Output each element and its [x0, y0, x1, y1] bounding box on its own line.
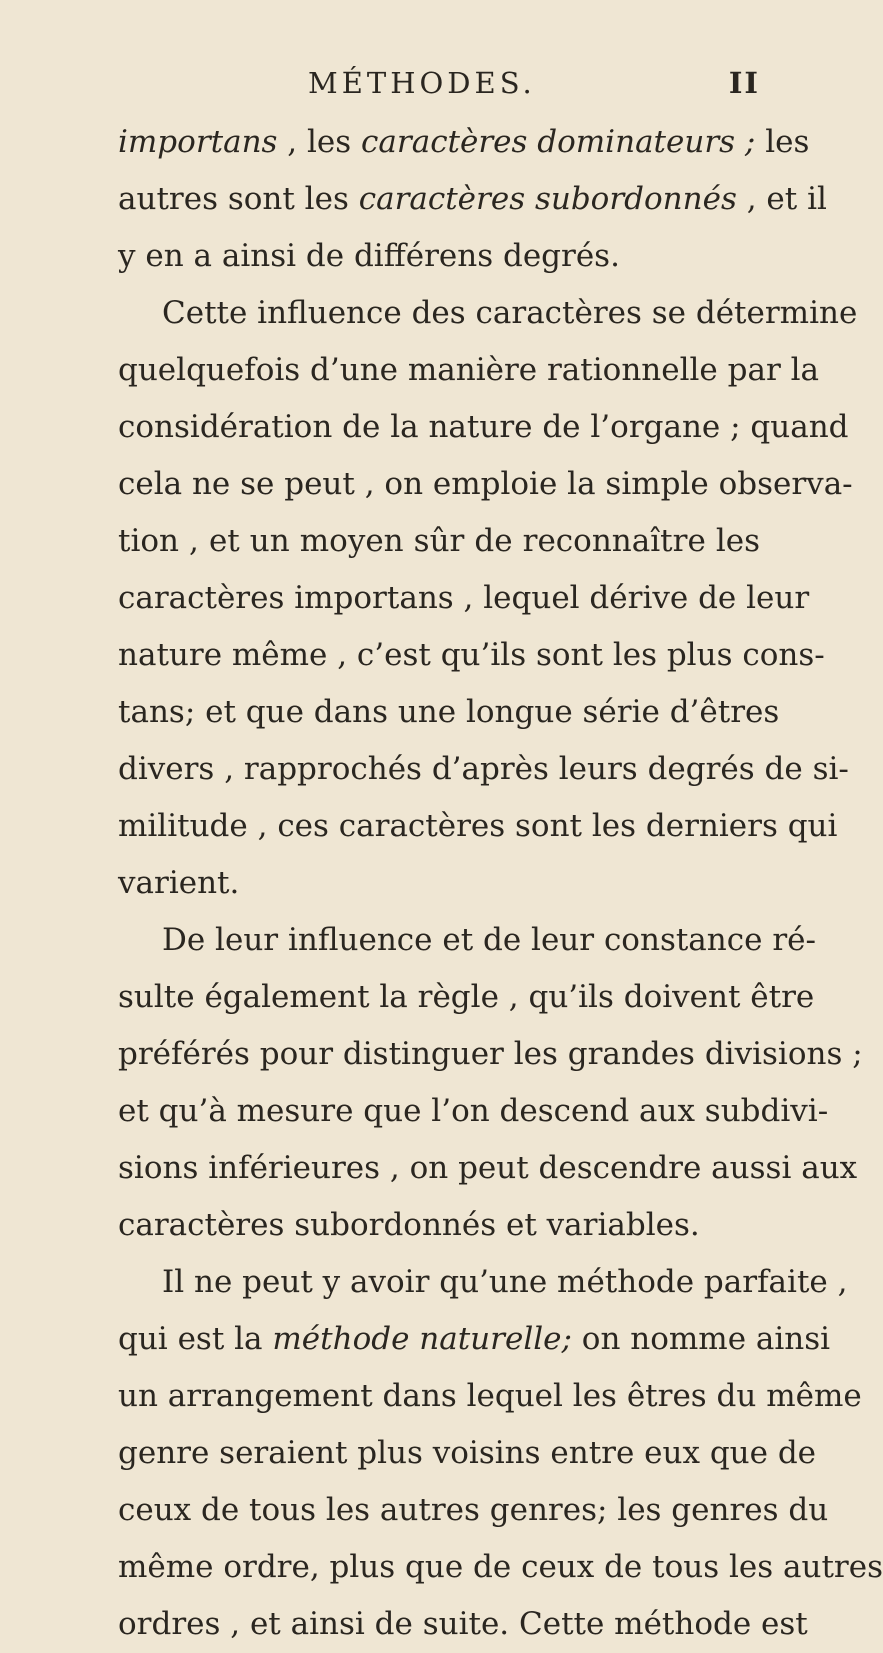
text-line: sions inférieures , on peut descendre aussi aux	[118, 1150, 858, 1186]
text-line: un arrangement dans lequel les êtres du même	[118, 1378, 862, 1414]
text-line: ordres , et ainsi de suite. Cette méthode est	[118, 1606, 808, 1642]
text-line: sulte également la règle , qu’ils doivent être	[118, 979, 815, 1015]
paragraph-start-line: Il ne peut y avoir qu’une méthode parfaite ,	[162, 1264, 848, 1300]
body-text	[118, 114, 883, 1653]
text-line: y en a ainsi de différens degrés.	[118, 238, 620, 274]
text-line: militude , ces caractères sont les derniers qui	[118, 808, 838, 844]
text-line: importans , les caractères dominateurs ; les	[118, 124, 810, 160]
text-line: caractères subordonnés et variables.	[118, 1207, 700, 1243]
text-line: qui est la méthode naturelle; on nomme ainsi	[118, 1321, 831, 1357]
paragraph-start-line: Cette influence des caractères se détermine	[162, 295, 858, 331]
text-line: caractères importans , lequel dérive de leur	[118, 580, 810, 616]
paragraph-start-line: De leur influence et de leur constance ré-	[162, 922, 816, 958]
text-line: préférés pour distinguer les grandes divisions ;	[118, 1036, 863, 1072]
text-line: varient.	[118, 865, 240, 901]
text-line: tans; et que dans une longue série d’êtres	[118, 694, 780, 730]
text-line: même ordre, plus que de ceux de tous les autres	[118, 1549, 883, 1585]
page-number: II	[728, 66, 760, 100]
text-line: genre seraient plus voisins entre eux que de	[118, 1435, 817, 1471]
text-line: nature même , c’est qu’ils sont les plus cons-	[118, 637, 825, 673]
text-line: divers , rapprochés d’après leurs degrés de si-	[118, 751, 849, 787]
text-line: considération de la nature de l’organe ; quand	[118, 409, 849, 445]
running-head: MÉTHODES.	[308, 66, 536, 100]
text-line: quelquefois d’une manière rationnelle par la	[118, 352, 820, 388]
text-line: et qu’à mesure que l’on descend aux subdivi-	[118, 1093, 829, 1129]
text-line: autres sont les caractères subordonnés , et il	[118, 181, 827, 217]
text-line: tion , et un moyen sûr de reconnaître les	[118, 523, 760, 559]
text-line: ceux de tous les autres genres; les genres du	[118, 1492, 829, 1528]
text-line: cela ne se peut , on emploie la simple observa-	[118, 466, 853, 502]
